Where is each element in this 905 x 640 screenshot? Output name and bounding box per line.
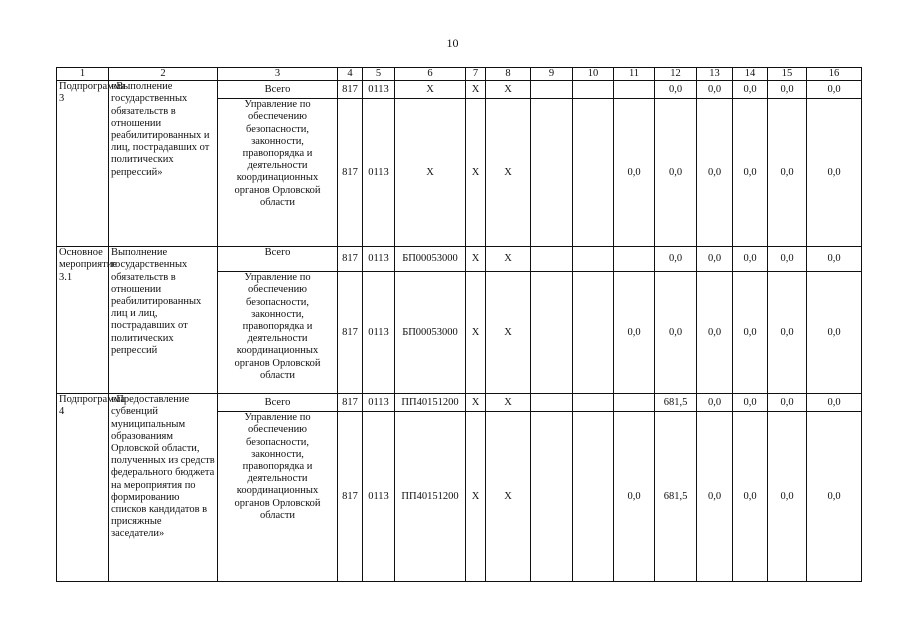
table-cell: 0,0: [655, 247, 697, 272]
column-header: 9: [531, 68, 573, 81]
table-cell: 0,0: [768, 272, 807, 394]
program-name: «Выполнение государственных обязательств в отношении реабилитированных и лиц, пострадавших от политических репрессий»: [109, 81, 218, 247]
table-cell: 817: [338, 394, 363, 412]
table-cell: ПП40151200: [395, 394, 466, 412]
table-cell: [573, 99, 614, 247]
table-cell: [531, 412, 573, 582]
column-header: 16: [807, 68, 862, 81]
table-cell: [573, 247, 614, 272]
column-header: 7: [466, 68, 486, 81]
table-cell: Х: [466, 394, 486, 412]
table-cell: Х: [466, 247, 486, 272]
table-cell: 0,0: [697, 394, 733, 412]
table-cell: 0,0: [768, 81, 807, 99]
table-cell: Х: [486, 394, 531, 412]
table-cell: [573, 272, 614, 394]
table-cell: 0,0: [655, 81, 697, 99]
table-cell: 0,0: [733, 272, 768, 394]
table-cell: 0113: [363, 412, 395, 582]
program-kind: Подпрограмма 4: [57, 394, 109, 582]
table-cell: 0113: [363, 272, 395, 394]
table-cell: 0,0: [768, 412, 807, 582]
table-cell: 0,0: [697, 81, 733, 99]
table-cell: 817: [338, 81, 363, 99]
table-cell: 681,5: [655, 394, 697, 412]
column-header: 1: [57, 68, 109, 81]
table-cell: [531, 272, 573, 394]
program-name: Выполнение государственных обязательств в отношении реабилитированных лиц и лиц, пострадавших от политических репрессий: [109, 247, 218, 394]
column-header: 6: [395, 68, 466, 81]
table-cell: 0,0: [768, 247, 807, 272]
table-cell: [531, 394, 573, 412]
table-cell: 0,0: [614, 99, 655, 247]
program-table: [56, 67, 862, 582]
column-header: 4: [338, 68, 363, 81]
table-cell: [614, 394, 655, 412]
table-row-total: [57, 394, 862, 412]
table-cell: 0,0: [733, 412, 768, 582]
column-header: 3: [218, 68, 338, 81]
table-cell: 817: [338, 247, 363, 272]
table-row-total: [57, 81, 862, 99]
table-cell: 0,0: [768, 394, 807, 412]
table-cell: 0113: [363, 99, 395, 247]
table-cell: 0,0: [697, 272, 733, 394]
table-cell: 0,0: [697, 99, 733, 247]
table-cell: Х: [486, 99, 531, 247]
table-cell: Х: [395, 99, 466, 247]
table-cell: [531, 247, 573, 272]
table-cell: Х: [486, 412, 531, 582]
table-cell: 0,0: [733, 81, 768, 99]
table-cell: Х: [466, 412, 486, 582]
table-cell: 0,0: [807, 272, 862, 394]
responsible-agency: Управление по обеспечению безопасности, законности, правопорядка и деятельности координационных органов Орловской области: [218, 412, 338, 582]
table-cell: 0,0: [733, 99, 768, 247]
column-header: 14: [733, 68, 768, 81]
table-cell: ПП40151200: [395, 412, 466, 582]
column-header: 15: [768, 68, 807, 81]
table-cell: 0,0: [733, 394, 768, 412]
table-cell: [531, 81, 573, 99]
table-cell: 0,0: [768, 99, 807, 247]
table-cell: 0113: [363, 394, 395, 412]
table-cell: Всего: [218, 394, 338, 412]
program-kind: Подпрограмма 3: [57, 81, 109, 247]
table-cell: [573, 394, 614, 412]
table-row-total: [57, 247, 862, 272]
table-cell: [573, 81, 614, 99]
table-cell: Всего: [218, 247, 338, 272]
table-cell: 0,0: [807, 81, 862, 99]
table-cell: Х: [486, 247, 531, 272]
column-header: 13: [697, 68, 733, 81]
column-header: 5: [363, 68, 395, 81]
table-cell: 817: [338, 412, 363, 582]
table-cell: 0,0: [807, 99, 862, 247]
program-name: «Предоставление субвенций муниципальным образованиям Орловской области, полученных из средств федерального бюджета на мероприятия по формированию списков кандидатов в присяжные заседатели»: [109, 394, 218, 582]
table-cell: [531, 99, 573, 247]
header-row: [57, 68, 862, 81]
table-cell: Х: [486, 272, 531, 394]
table-cell: 0,0: [697, 412, 733, 582]
column-header: 8: [486, 68, 531, 81]
table-cell: 0,0: [655, 272, 697, 394]
table-cell: 817: [338, 99, 363, 247]
table-cell: Х: [486, 81, 531, 99]
table-cell: 0,0: [655, 99, 697, 247]
table-cell: БП00053000: [395, 247, 466, 272]
program-kind: Основное мероприятие 3.1: [57, 247, 109, 394]
table-cell: 0113: [363, 81, 395, 99]
table-cell: [614, 247, 655, 272]
table-cell: [573, 412, 614, 582]
page-number: 10: [446, 36, 459, 50]
table-cell: 681,5: [655, 412, 697, 582]
table-cell: Х: [395, 81, 466, 99]
table-cell: 817: [338, 272, 363, 394]
column-header: 2: [109, 68, 218, 81]
table-cell: Х: [466, 272, 486, 394]
table-cell: Всего: [218, 81, 338, 99]
table-cell: 0,0: [614, 272, 655, 394]
table-cell: 0,0: [614, 412, 655, 582]
responsible-agency: Управление по обеспечению безопасности, законности, правопорядка и деятельности координационных органов Орловской области: [218, 272, 338, 394]
table-cell: 0,0: [807, 247, 862, 272]
table-cell: 0,0: [733, 247, 768, 272]
table-cell: [614, 81, 655, 99]
table-cell: Х: [466, 99, 486, 247]
table-cell: Х: [466, 81, 486, 99]
column-header: 10: [573, 68, 614, 81]
column-header: 11: [614, 68, 655, 81]
table-cell: 0113: [363, 247, 395, 272]
column-header: 12: [655, 68, 697, 81]
table-cell: 0,0: [807, 412, 862, 582]
table-cell: БП00053000: [395, 272, 466, 394]
responsible-agency: Управление по обеспечению безопасности, законности, правопорядка и деятельности координационных органов Орловской области: [218, 99, 338, 247]
table-cell: 0,0: [697, 247, 733, 272]
table-cell: 0,0: [807, 394, 862, 412]
